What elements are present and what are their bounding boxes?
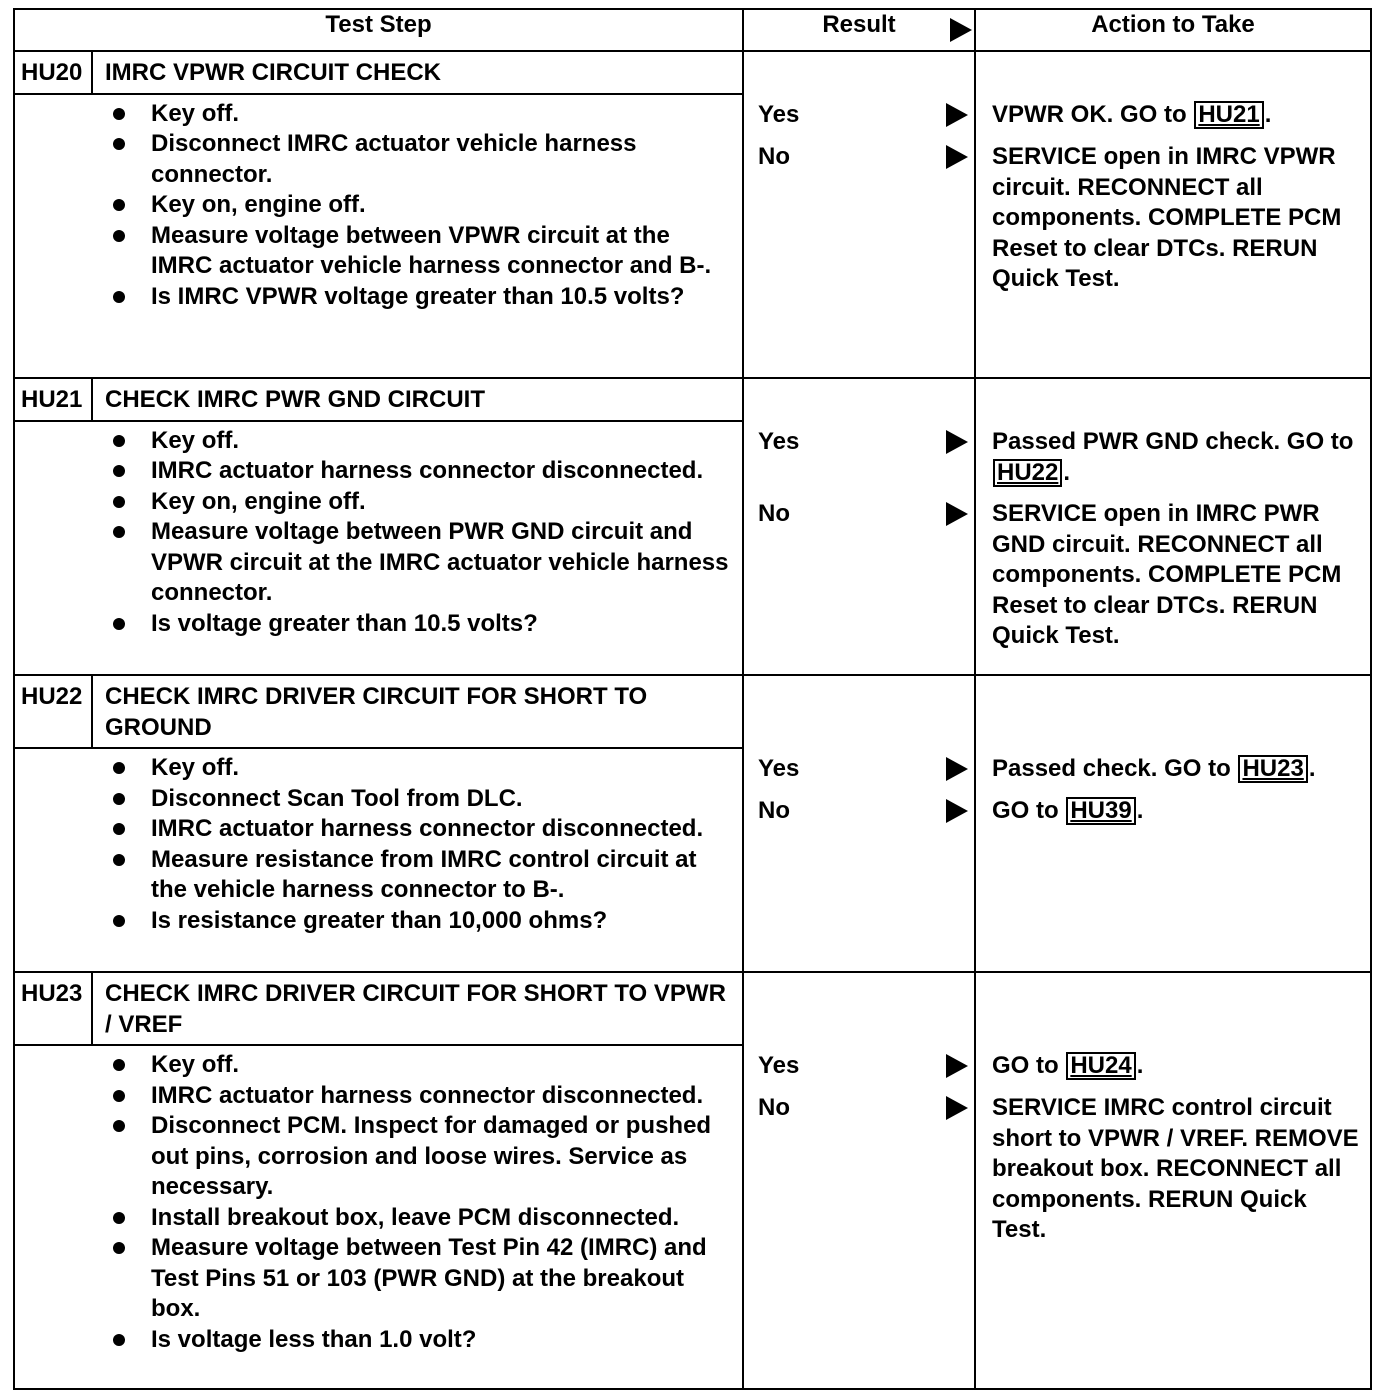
bullet-item: Measure resistance from IMRC control circuit at the vehicle harness connector to B-.	[109, 845, 734, 906]
bullet-item: Key off.	[109, 426, 734, 457]
action-text: Passed PWR GND check. GO to	[992, 428, 1354, 455]
step-row-hu22	[14, 675, 1371, 972]
action-text: GO to	[992, 797, 1059, 824]
step-id: HU23	[15, 973, 93, 1044]
step-reference-link[interactable]: HU39	[1066, 797, 1135, 825]
result-no: No	[758, 500, 790, 527]
step-id: HU22	[15, 676, 93, 747]
step-id: HU20	[15, 52, 93, 93]
step-cell	[14, 378, 743, 675]
action-text: GO to	[992, 1052, 1059, 1079]
step-title: IMRC VPWR CIRCUIT CHECK	[105, 59, 441, 86]
no-action	[992, 796, 1362, 827]
bullet-item: Disconnect PCM. Inspect for damaged or pushed out pins, corrosion and loose wires. Service as necessary.	[109, 1111, 734, 1203]
arrow-icon	[946, 799, 968, 823]
step-reference-link[interactable]: HU21	[1194, 101, 1263, 129]
result-cell	[743, 675, 975, 972]
result-no: No	[758, 143, 790, 170]
no-action: SERVICE open in IMRC PWR GND circuit. RECONNECT all components. COMPLETE PCM Reset to clear DTCs. RERUN Quick Test.	[992, 500, 1342, 649]
bullet-item: Key off.	[109, 1050, 734, 1081]
question-item: Is voltage greater than 10.5 volts?	[109, 609, 734, 640]
header-action: Action to Take	[975, 9, 1371, 51]
action-cell	[975, 972, 1371, 1389]
result-yes: Yes	[758, 755, 800, 782]
step-reference-link[interactable]: HU23	[1238, 755, 1307, 783]
header-result-label: Result	[822, 11, 896, 38]
result-cell	[743, 972, 975, 1389]
arrow-icon	[946, 757, 968, 781]
step-title: CHECK IMRC DRIVER CIRCUIT FOR SHORT TO VPWR / VREF	[105, 980, 726, 1038]
arrow-icon	[946, 430, 968, 454]
action-cell	[975, 51, 1371, 378]
header-result	[743, 9, 975, 51]
no-action: SERVICE open in IMRC VPWR circuit. RECONNECT all components. COMPLETE PCM Reset to clear DTCs. RERUN Quick Test.	[992, 143, 1342, 292]
result-yes: Yes	[758, 101, 800, 128]
action-text: .	[1308, 755, 1316, 782]
action-cell	[975, 378, 1371, 675]
step-bullets	[15, 422, 742, 644]
step-bullets	[15, 95, 742, 317]
result-cell	[743, 51, 975, 378]
table-header-row	[14, 9, 1371, 51]
step-bullets	[15, 749, 742, 940]
bullet-item: Measure voltage between PWR GND circuit and VPWR circuit at the IMRC actuator vehicle harness connector.	[109, 517, 734, 609]
step-title: CHECK IMRC PWR GND CIRCUIT	[105, 386, 485, 413]
result-yes: Yes	[758, 428, 800, 455]
yes-action	[992, 427, 1362, 488]
header-arrow-icon	[950, 18, 972, 42]
action-text: Passed check. GO to	[992, 755, 1231, 782]
step-cell	[14, 675, 743, 972]
result-no: No	[758, 797, 790, 824]
bullet-item: Measure voltage between VPWR circuit at the IMRC actuator vehicle harness connector and B-.	[109, 221, 734, 282]
result-cell	[743, 378, 975, 675]
action-text: .	[1264, 101, 1272, 128]
step-cell	[14, 972, 743, 1389]
bullet-item: Key off.	[109, 99, 734, 130]
question-item: Is resistance greater than 10,000 ohms?	[109, 906, 734, 937]
arrow-icon	[946, 1096, 968, 1120]
step-cell	[14, 51, 743, 378]
step-row-hu23	[14, 972, 1371, 1389]
yes-action	[992, 1051, 1362, 1082]
bullet-item: IMRC actuator harness connector disconnected.	[109, 1081, 734, 1112]
yes-action	[992, 100, 1362, 131]
question-item: Is voltage less than 1.0 volt?	[109, 1325, 734, 1356]
step-title: CHECK IMRC DRIVER CIRCUIT FOR SHORT TO GROUND	[105, 683, 648, 741]
diagnostic-page	[13, 8, 1370, 1388]
action-cell	[975, 675, 1371, 972]
arrow-icon	[946, 502, 968, 526]
step-row-hu20	[14, 51, 1371, 378]
action-text: .	[1136, 797, 1144, 824]
pinpoint-test-table	[13, 8, 1372, 1390]
bullet-item: IMRC actuator harness connector disconnected.	[109, 814, 734, 845]
bullet-item: Key off.	[109, 753, 734, 784]
arrow-icon	[946, 103, 968, 127]
step-id: HU21	[15, 379, 93, 420]
result-yes: Yes	[758, 1052, 800, 1079]
header-test-step: Test Step	[14, 9, 743, 51]
bullet-item: Disconnect Scan Tool from DLC.	[109, 784, 734, 815]
step-bullets	[15, 1046, 742, 1359]
result-no: No	[758, 1094, 790, 1121]
arrow-icon	[946, 1054, 968, 1078]
no-action: SERVICE IMRC control circuit short to VPWR / VREF. REMOVE breakout box. RECONNECT all components. RERUN Quick Test.	[992, 1094, 1359, 1243]
action-text: .	[1136, 1052, 1144, 1079]
bullet-item: Install breakout box, leave PCM disconnected.	[109, 1203, 734, 1234]
step-row-hu21	[14, 378, 1371, 675]
yes-action	[992, 754, 1362, 785]
bullet-item: IMRC actuator harness connector disconnected.	[109, 456, 734, 487]
bullet-item: Measure voltage between Test Pin 42 (IMRC) and Test Pins 51 or 103 (PWR GND) at the breakout box.	[109, 1233, 734, 1325]
question-item: Is IMRC VPWR voltage greater than 10.5 volts?	[109, 282, 734, 313]
step-reference-link[interactable]: HU24	[1066, 1052, 1135, 1080]
bullet-item: Key on, engine off.	[109, 190, 734, 221]
bullet-item: Disconnect IMRC actuator vehicle harness connector.	[109, 129, 734, 190]
action-text: VPWR OK. GO to	[992, 101, 1187, 128]
arrow-icon	[946, 145, 968, 169]
step-reference-link[interactable]: HU22	[993, 459, 1062, 487]
bullet-item: Key on, engine off.	[109, 487, 734, 518]
action-text: .	[1063, 458, 1071, 486]
